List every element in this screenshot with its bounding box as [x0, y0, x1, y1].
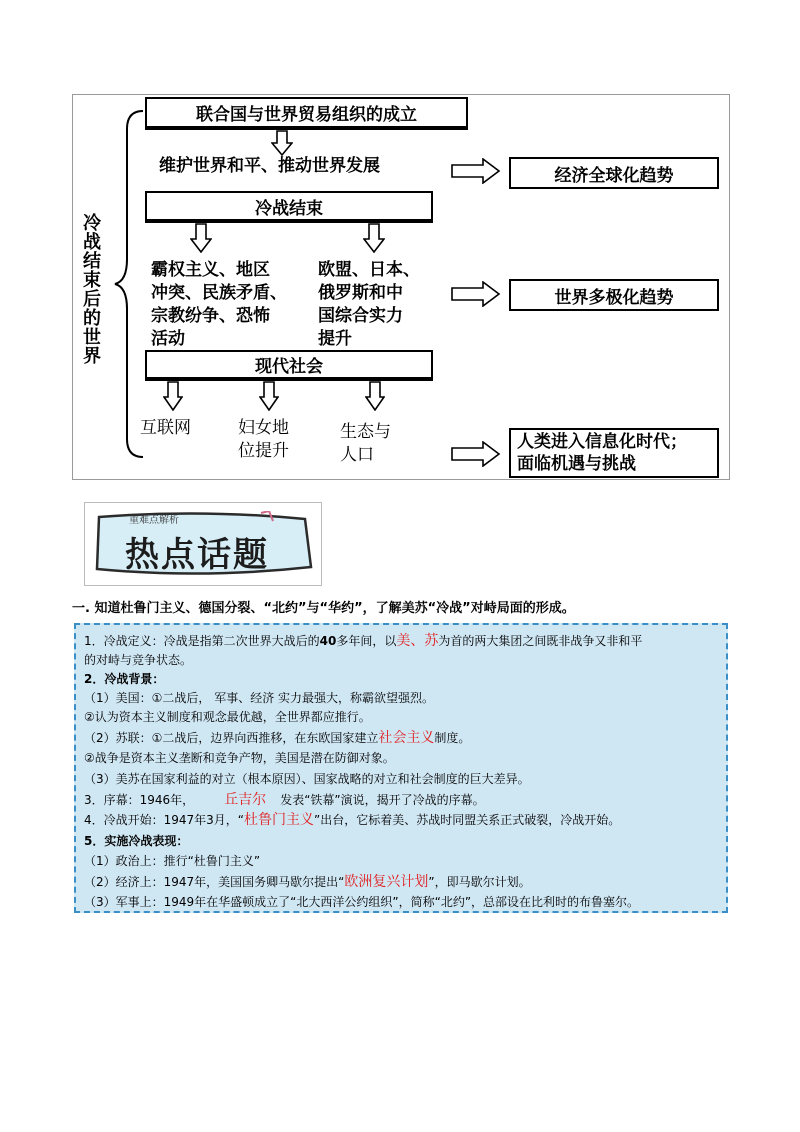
note-text: （2）经济上：1947年，美国国务卿马歇尔提出“	[84, 875, 345, 889]
conflicts-line: 活动	[151, 329, 185, 349]
note-text: ”，即马歇尔计划。	[428, 875, 531, 889]
brace-shape	[113, 109, 149, 459]
information-age-line: 面临机遇与挑战	[517, 454, 636, 474]
note-line-13	[84, 874, 531, 890]
multipolar-box: 世界多极化趋势	[509, 279, 719, 311]
modern-society-box: 现代社会	[145, 350, 433, 381]
side-title: 冷战结束后的世界	[80, 213, 101, 365]
note-line-5: ②认为资本主义制度和观念最优越，全世界都应推行。	[84, 710, 371, 724]
note-red-fill: 杜鲁门主义	[244, 812, 315, 828]
note-text: 1．冷战定义：冷战是指第二次世界大战后的	[84, 634, 320, 648]
conflicts-line: 霸权主义、地区	[151, 260, 270, 280]
conflicts-list	[151, 259, 287, 351]
right-arrow-icon	[451, 281, 501, 307]
key-points-box	[74, 623, 728, 913]
section-heading: 一. 知道杜鲁门主义、德国分裂、“北约”与“华约”，了解美苏“冷战”对峙局面的形成。	[72, 601, 575, 616]
note-line-3: 2．冷战背景：	[84, 672, 165, 686]
note-text: 4．冷战开始：1947年3月，“	[84, 813, 245, 827]
hot-topic-badge	[84, 502, 322, 586]
note-number: 40	[319, 634, 337, 648]
ecology-population-line: 人口	[340, 445, 374, 465]
down-arrow-icon	[363, 223, 385, 253]
badge-small-label: 重难点解析	[129, 515, 179, 526]
right-arrow-icon	[451, 441, 501, 467]
powers-line: 欧盟、日本、	[318, 260, 420, 280]
note-line-9	[84, 792, 485, 808]
note-text: 发表“铁幕”演说，揭开了冷战的序幕。	[280, 793, 485, 807]
note-line-1	[84, 633, 642, 649]
note-red-fill: 社会主义	[378, 730, 435, 746]
conflicts-line: 宗教纷争、恐怖	[151, 306, 270, 326]
note-line-7: ②战争是资本主义垄断和竞争产物，美国是潜在防御对象。	[84, 751, 395, 765]
cold-war-end-box: 冷战结束	[145, 191, 433, 223]
note-line-11: 5．实施冷战表现：	[84, 834, 189, 848]
down-arrow-icon	[365, 381, 385, 411]
down-arrow-icon	[259, 381, 279, 411]
note-text: （2）苏联：①二战后，边界向西推移，在东欧国家建立	[84, 731, 379, 745]
conflicts-line: 冲突、民族矛盾、	[151, 283, 287, 303]
note-line-14: （3）军事上：1949年在华盛顿成立了“北大西洋公约组织”，简称“北约”，总部设在比利时的布鲁塞尔。	[84, 895, 640, 909]
note-line-2: 的对峙与竞争状态。	[84, 653, 193, 667]
powers-line: 提升	[318, 329, 352, 349]
women-status-text	[238, 417, 289, 463]
women-status-line: 位提升	[238, 441, 289, 461]
note-line-6	[84, 730, 470, 746]
down-arrow-icon	[163, 381, 183, 411]
note-line-10	[84, 812, 620, 828]
globalization-box: 经济全球化趋势	[509, 157, 719, 189]
ecology-population-line: 生态与	[340, 422, 391, 442]
information-age-box	[509, 428, 719, 478]
note-text: ”出台，它标着美、苏战时同盟关系正式破裂，冷战开始。	[314, 813, 621, 827]
note-red-fill: 美、苏	[396, 633, 439, 649]
women-status-line: 妇女地	[238, 418, 289, 438]
un-wto-box: 联合国与世界贸易组织的成立	[145, 97, 468, 130]
powers-line: 国综合实力	[318, 306, 403, 326]
note-text: 多年间，以	[336, 634, 397, 648]
down-arrow-icon	[190, 223, 212, 253]
powers-line: 俄罗斯和中	[318, 283, 403, 303]
information-age-line: 人类进入信息化时代；	[517, 432, 687, 452]
internet-text: 互联网	[140, 418, 191, 438]
concept-diagram	[72, 94, 730, 480]
note-red-fill: 丘吉尔	[224, 792, 267, 808]
ecology-population-text	[340, 421, 391, 467]
right-arrow-icon	[451, 158, 501, 184]
note-red-fill: 欧洲复兴计划	[344, 874, 429, 890]
down-arrow-icon	[271, 130, 293, 156]
powers-list	[318, 259, 420, 351]
note-line-4: （1）美国：①二战后， 军事、经济 实力最强大，称霸欲望强烈。	[84, 691, 435, 705]
note-line-12: （1）政治上：推行“杜鲁门主义”	[84, 854, 261, 868]
note-text: 为首的两大集团之间既非战争又非和平	[438, 634, 643, 648]
note-text: 制度。	[434, 731, 471, 745]
note-text: 3．序幕：1946年，	[84, 793, 195, 807]
badge-title: 热点话题	[125, 535, 269, 575]
peace-development-text: 维护世界和平、推动世界发展	[159, 156, 380, 176]
note-line-8: （3）美苏在国家利益的对立（根本原因）、国家战略的对立和社会制度的巨大差异。	[84, 772, 530, 786]
